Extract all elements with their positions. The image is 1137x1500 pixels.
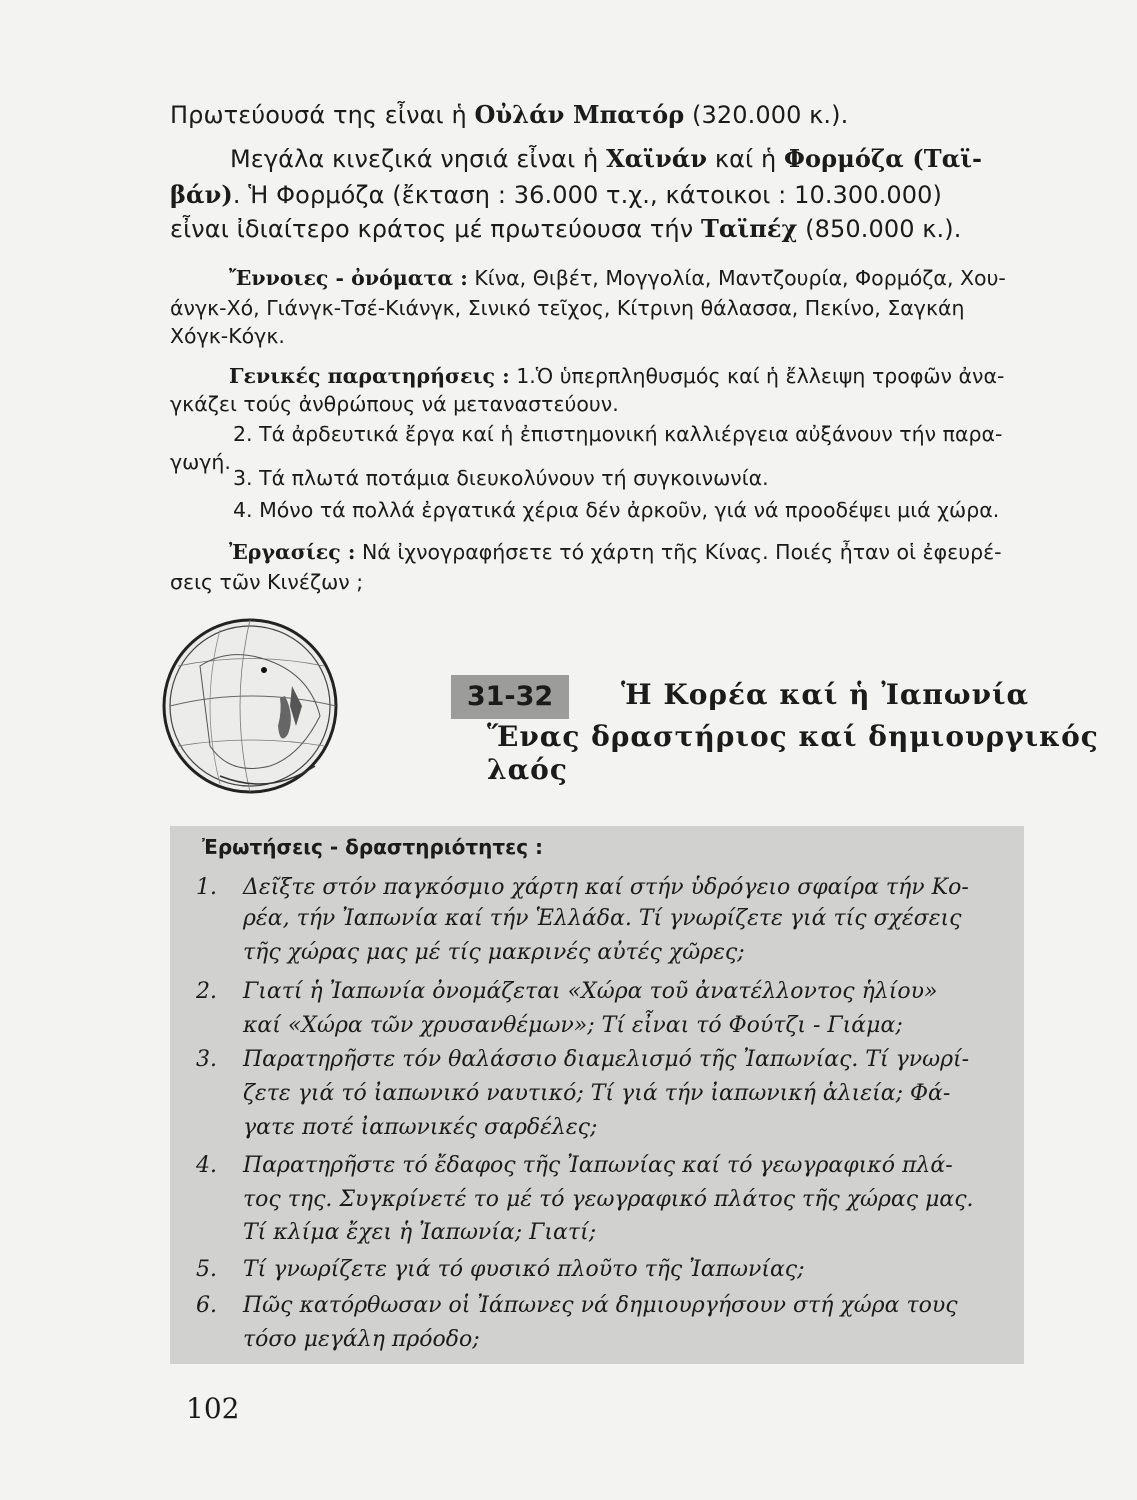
- question-line: τῆς χώρας μας μέ τίς μακρινές αὐτές χῶρες;: [243, 940, 745, 965]
- concepts-line: άνγκ-Χό, Γιάνγκ-Τσέ-Κιάνγκ, Σινικό τεῖχος, Κίτρινη θάλασσα, Πεκίνο, Σαγκάη: [170, 296, 965, 320]
- general-line: Γενικές παρατηρήσεις : 1.Ὁ ὑπερπληθυσμός καί ἡ ἔλλειψη τροφῶν ἀνα-: [229, 364, 1005, 388]
- question-line: Πῶς κατόρθωσαν οἱ Ἰάπωνες νά δημιουργήσουν στή χώρα τους: [243, 1293, 958, 1318]
- question-line: Παρατηρῆστε τό ἔδαφος τῆς Ἰαπωνίας καί τό γεωγραφικό πλά-: [243, 1153, 953, 1178]
- text-line: εἶναι ἰδιαίτερο κράτος μέ πρωτεύουσα τήν Ταϊπέχ (850.000 κ.).: [170, 214, 962, 243]
- tasks-line: Ἐργασίες : Νά ἰχνογραφήσετε τό χάρτη τῆς Κίνας. Ποιές ἦταν οἱ ἐφευρέ-: [229, 540, 1002, 564]
- question-line: γατε ποτέ ἰαπωνικές σαρδέλες;: [243, 1115, 598, 1140]
- question-number: 2.: [196, 979, 217, 1004]
- general-line: γωγή.: [170, 450, 231, 474]
- general-line: 3. Τά πλωτά ποτάμια διευκολύνουν τή συγκοινωνία.: [233, 466, 769, 490]
- page-number: 102: [186, 1392, 240, 1425]
- questions-heading: Ἐρωτήσεις - δραστηριότητες :: [202, 835, 544, 859]
- question-line: Τί γνωρίζετε γιά τό φυσικό πλοῦτο τῆς Ἰαπωνίας;: [243, 1257, 805, 1282]
- question-number: 1.: [196, 875, 217, 900]
- question-line: τος της. Συγκρίνετέ το μέ τό γεωγραφικό πλάτος τῆς χώρας μας.: [243, 1187, 974, 1212]
- lesson-title: Ἡ Κορέα καί ἡ Ἰαπωνία: [621, 678, 1030, 711]
- lesson-number-badge: 31-32: [451, 675, 569, 719]
- question-line: Τί κλίμα ἔχει ἡ Ἰαπωνία; Γιατί;: [243, 1220, 597, 1245]
- question-line: ζετε γιά τό ἰαπωνικό ναυτικό; Τί γιά τήν ἰαπωνική ἁλιεία; Φά-: [243, 1081, 951, 1106]
- tasks-line: σεις τῶν Κινέζων ;: [170, 570, 364, 594]
- concepts-line: Χόγκ-Κόγκ.: [170, 324, 285, 348]
- concepts-line: Ἔννοιες - ὀνόματα : Κίνα, Θιβέτ, Μογγολία, Μαντζουρία, Φορμόζα, Χου-: [229, 266, 1006, 290]
- lesson-subtitle: Ἕνας δραστήριος καί δημιουργικός λαός: [487, 720, 1099, 786]
- question-line: καί «Χώρα τῶν χρυσανθέμων»; Τί εἶναι τό Φούτζι - Γιάμα;: [243, 1013, 903, 1038]
- text-line: Μεγάλα κινεζικά νησιά εἶναι ἡ Χαϊνάν καί ἡ Φορμόζα (Ταϊ-: [230, 144, 983, 173]
- question-number: 4.: [196, 1153, 217, 1178]
- question-number: 6.: [196, 1293, 217, 1318]
- question-line: Παρατηρῆστε τόν θαλάσσιο διαμελισμό τῆς Ἰαπωνίας. Τί γνωρί-: [243, 1047, 970, 1072]
- general-line: 2. Τά ἀρδευτικά ἔργα καί ἡ ἐπιστημονική καλλιέργεια αὐξάνουν τήν παρα-: [233, 422, 1003, 446]
- general-line: 4. Μόνο τά πολλά ἐργατικά χέρια δέν ἀρκοῦν, γιά νά προοδέψει μιά χώρα.: [233, 498, 1000, 522]
- question-line: ρέα, τήν Ἰαπωνία καί τήν Ἑλλάδα. Τί γνωρίζετε γιά τίς σχέσεις: [243, 906, 962, 931]
- question-line: Δεῖξτε στόν παγκόσμιο χάρτη καί στήν ὑδρόγειο σφαίρα τήν Κο-: [243, 875, 969, 900]
- question-number: 3.: [196, 1047, 217, 1072]
- question-number: 5.: [196, 1257, 217, 1282]
- question-line: τόσο μεγάλη πρόοδο;: [243, 1327, 480, 1352]
- general-line: γκάζει τούς ἀνθρώπους νά μεταναστεύουν.: [170, 392, 619, 416]
- globe-illustration: [160, 606, 340, 816]
- question-line: Γιατί ἡ Ἰαπωνία ὀνομάζεται «Χώρα τοῦ ἀνατέλλοντος ἡλίου»: [243, 979, 938, 1004]
- text-line: Πρωτεύουσά της εἶναι ἡ Οὐλάν Μπατόρ (320.000 κ.).: [170, 100, 849, 129]
- text-line: βάν). Ἡ Φορμόζα (ἔκταση : 36.000 τ.χ., κάτοικοι : 10.300.000): [170, 180, 942, 209]
